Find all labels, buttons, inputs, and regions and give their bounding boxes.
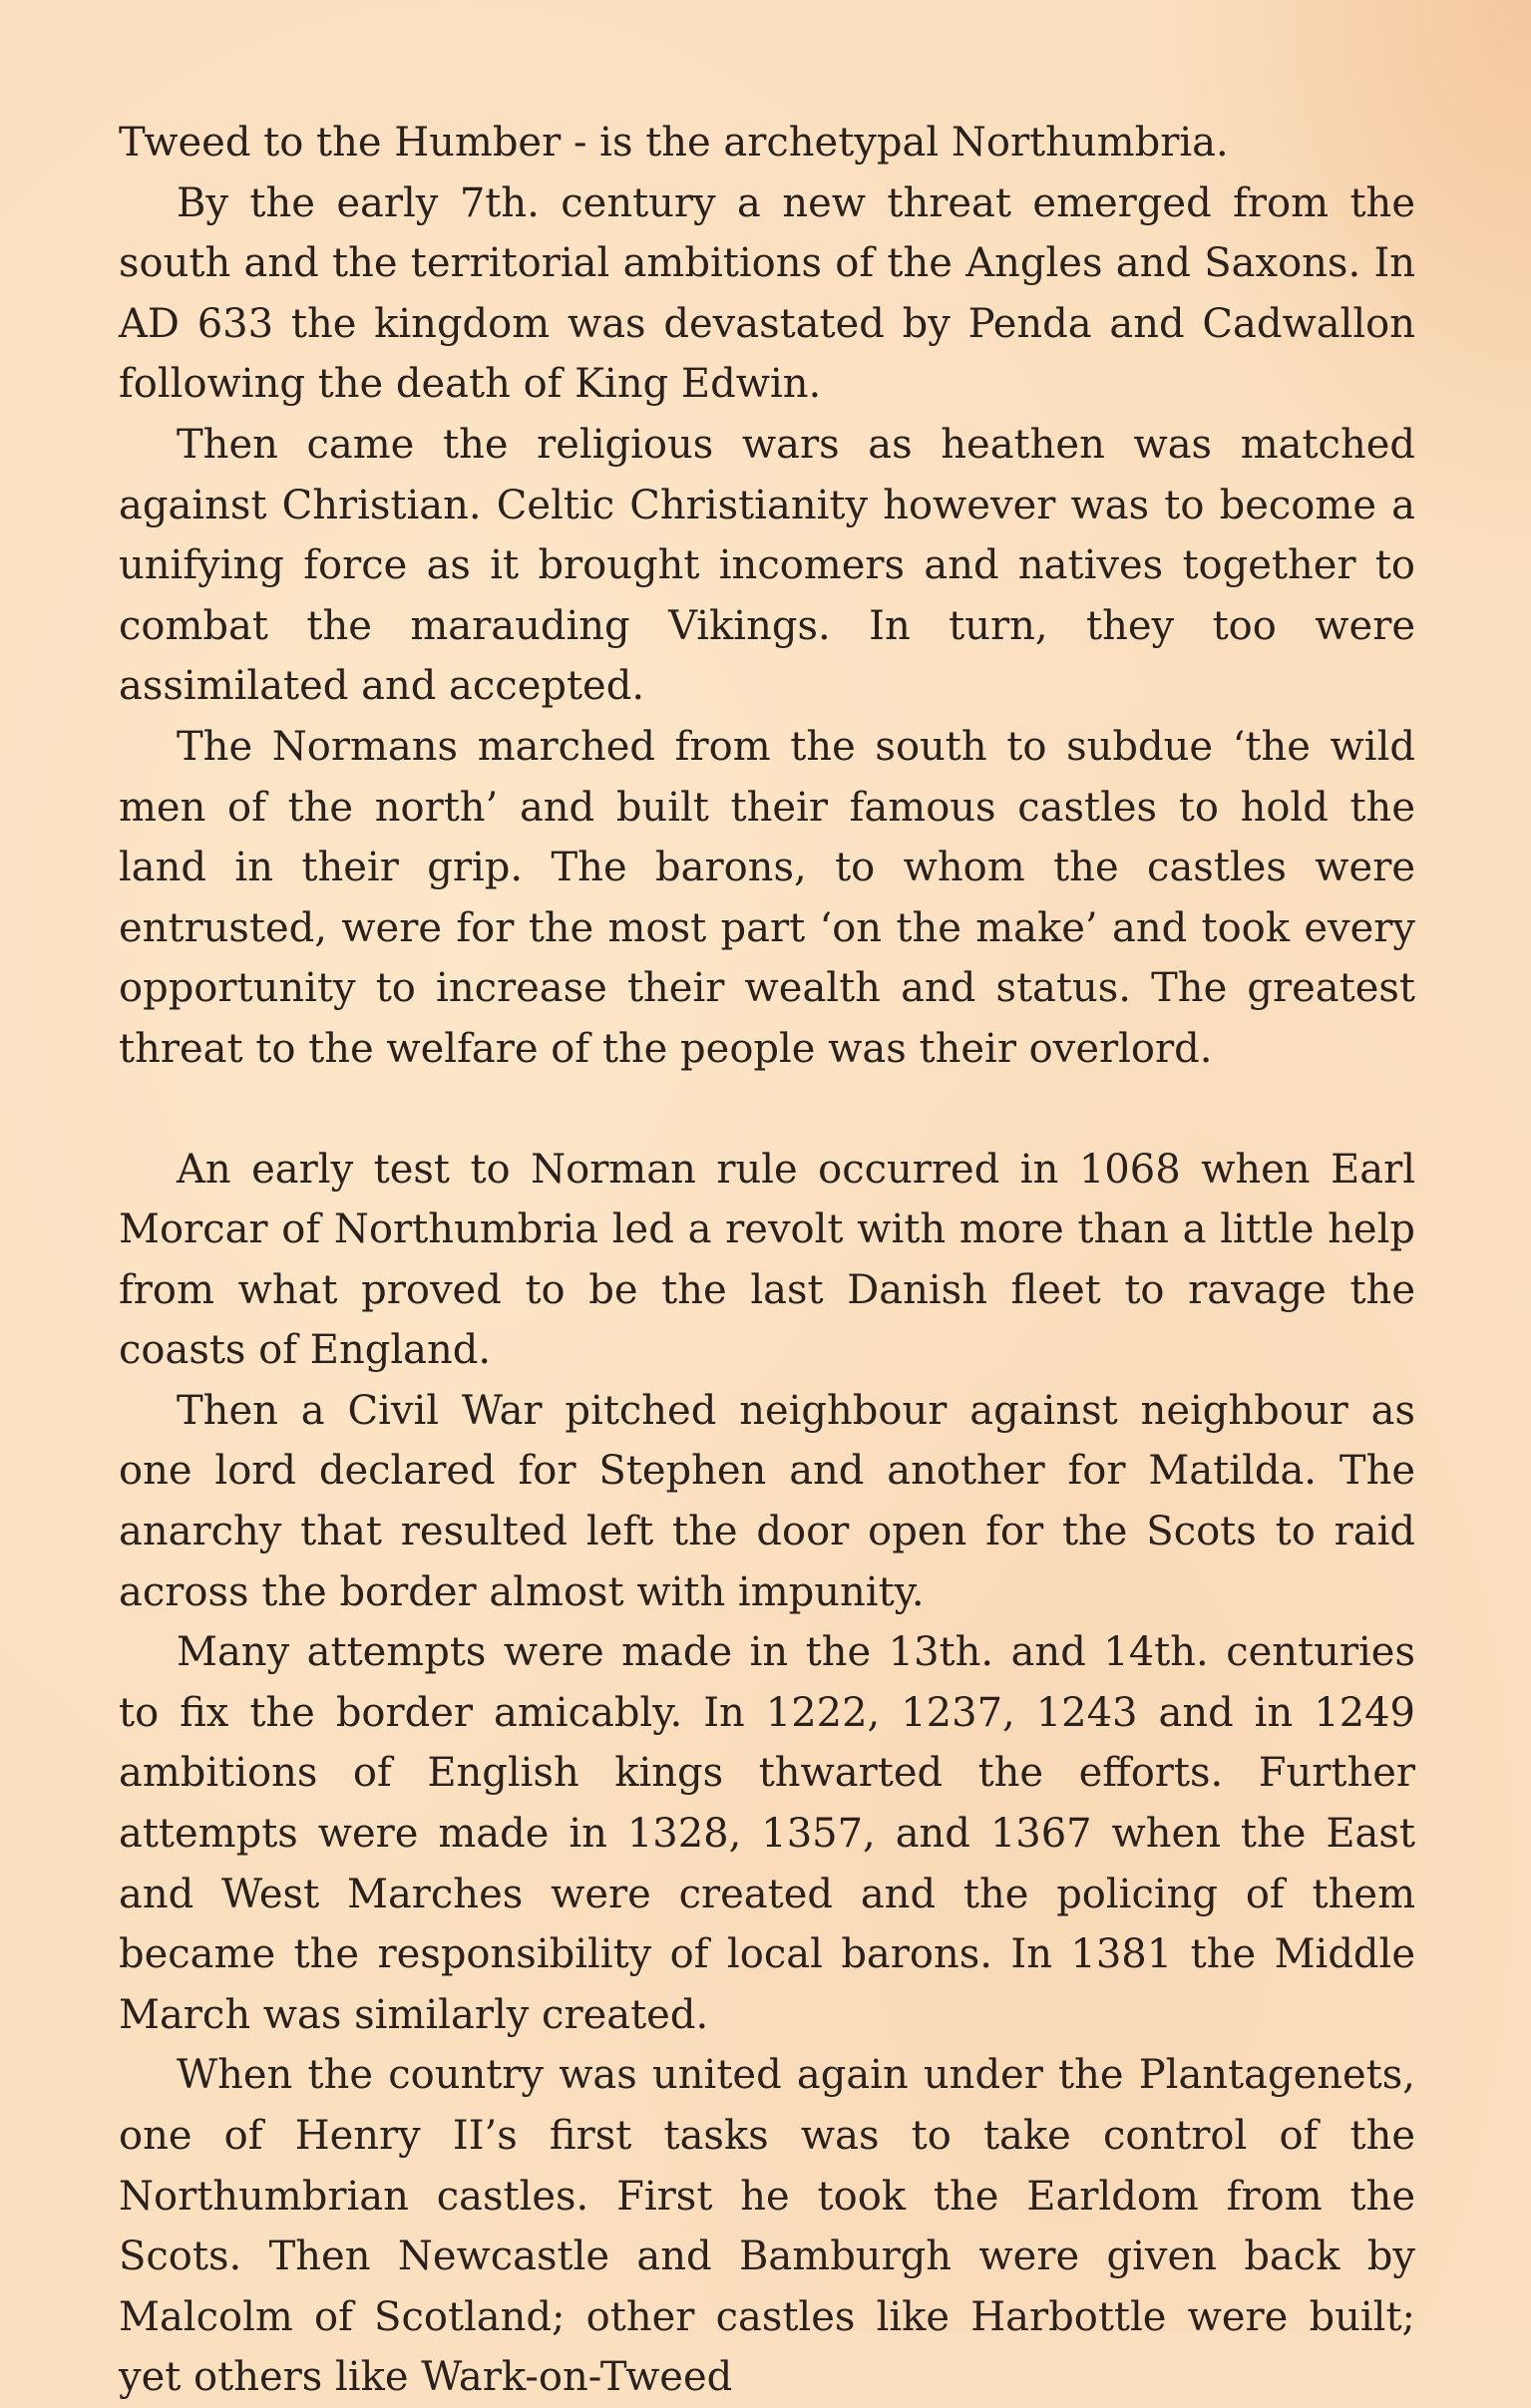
paragraph-1068-revolt: An early test to Norman rule occurred in 1068 when Earl Morcar of Northumbria led a revolt with more than a little help from what proved to be the last Danish fleet to ravage the coasts of England. <box>119 1146 1415 1374</box>
paragraph-religious-wars: Then came the religious wars as heathen was matched against Christian. Celtic Christianity however was to become a unifying force as it brought incomers and natives together to combat the marauding Vikings. In turn, they too were assimilated and accepted. <box>119 421 1415 710</box>
paragraph-border-attempts: Many attempts were made in the 13th. and 14th. centuries to fix the border amicably. In 1222, 1237, 1243 and in 1249 ambitions of English kings thwarted the efforts. Further attempts were made in 1328, 1357, and 1367 when the East and West Marches were created and the policing of them became the responsibility of local barons. In 1381 the Middle March was similarly created. <box>119 1629 1415 2038</box>
body-text <box>119 113 1415 2408</box>
paragraph-civil-war: Then a Civil War pitched neighbour against neighbour as one lord declared for Stephen and another for Matilda. The anarchy that resulted left the door open for the Scots to raid across the border almost with impunity. <box>119 1387 1415 1615</box>
paragraph-plantagenets: When the country was united again under the Plantagenets, one of Henry II’s first tasks was to take control of the Northumbrian castles. First he took the Earldom from the Scots. Then Newcastle and Bamburgh were given back by Malcolm of Scotland; other castles like Harbottle were built; yet others like Wark-on-Tweed <box>119 2052 1415 2401</box>
paragraph-continuation: Tweed to the Humber - is the archetypal Northumbria. <box>119 120 1229 166</box>
paragraph-normans: The Normans marched from the south to subdue ‘the wild men of the north’ and built their famous castles to hold the land in their grip. The barons, to whom the castles were entrusted, were for the most part ‘on the make’ and took every opportunity to increase their wealth and status. The greatest threat to the welfare of the people was their overlord. <box>119 723 1415 1072</box>
section-gap <box>119 1080 1415 1140</box>
paragraph-7th-century: By the early 7th. century a new threat emerged from the south and the territorial ambitions of the Angles and Saxons. In AD 633 the kingdom was devastated by Penda and Cadwallon following the death of King Edwin. <box>119 179 1415 408</box>
